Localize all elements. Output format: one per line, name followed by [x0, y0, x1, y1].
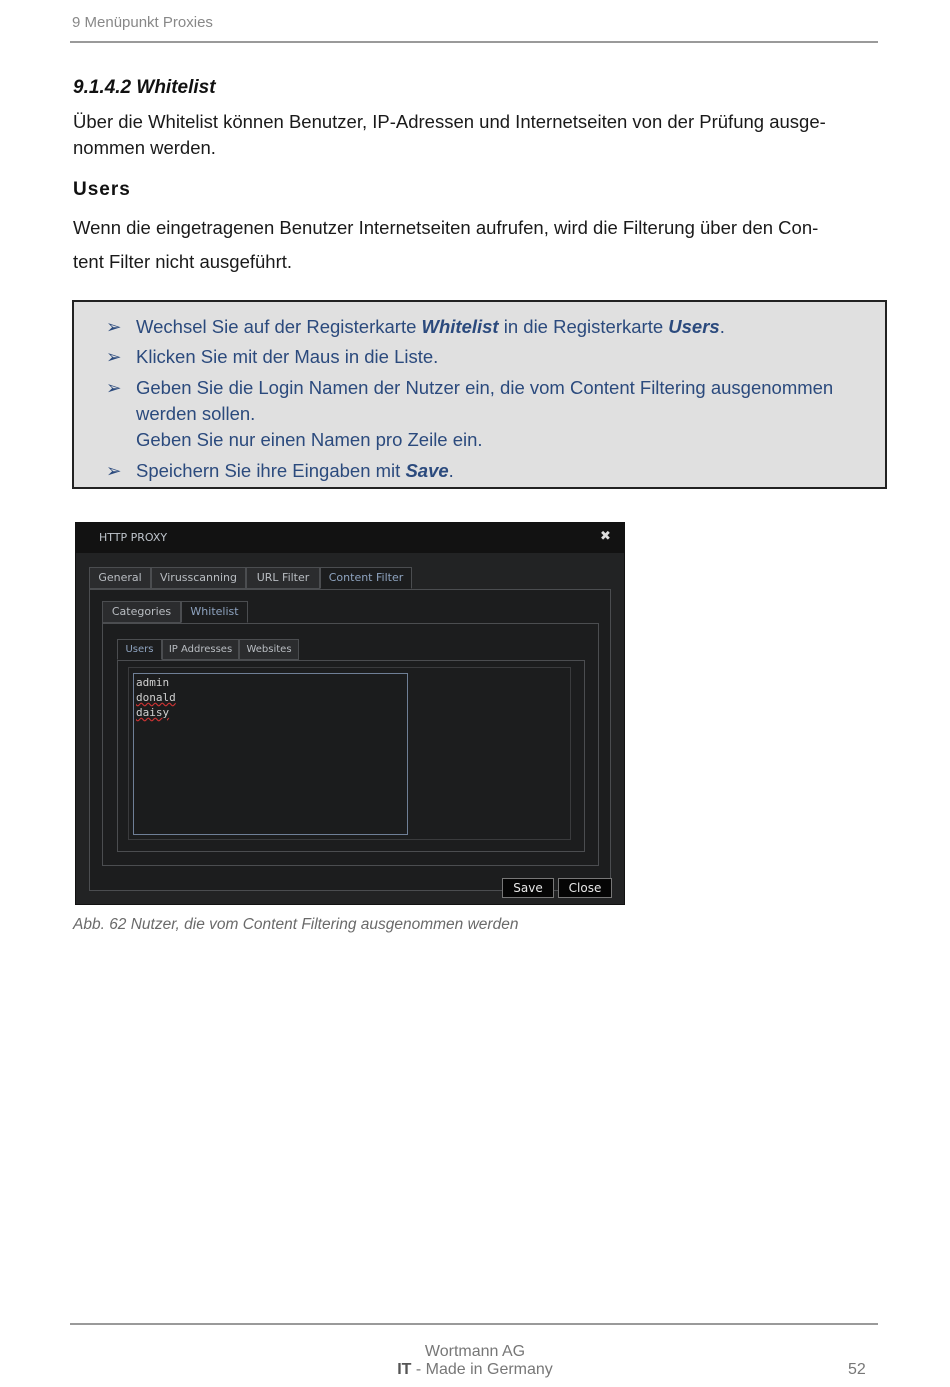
footer-tagline-rest: - Made in Germany	[411, 1361, 553, 1378]
step-4-save: Save	[405, 460, 449, 481]
header-divider	[70, 41, 878, 43]
user-entry: daisy	[136, 706, 170, 719]
users-line-1: Wenn die eingetragenen Benutzer Internetseiten aufrufen, wird die Filterung über den Con-	[73, 217, 819, 238]
step-4-period: .	[448, 460, 454, 481]
subheading-users: Users	[73, 179, 131, 200]
step-1-whitelist: Whitelist	[421, 316, 499, 337]
tab-general[interactable]: General	[89, 567, 151, 589]
users-paragraph	[73, 211, 873, 279]
instruction-box	[72, 300, 887, 489]
intro-paragraph	[73, 109, 873, 161]
user-entry: admin	[136, 676, 170, 689]
step-4-text: Speichern Sie ihre Eingaben mit	[136, 460, 406, 481]
tab-whitelist[interactable]: Whitelist	[181, 601, 248, 623]
arrow-bullet-icon: ➢	[106, 377, 122, 398]
tab-users[interactable]: Users	[117, 639, 162, 660]
running-header: 9 Menüpunkt Proxies	[72, 14, 213, 31]
step-1-users: Users	[668, 316, 720, 337]
users-textarea[interactable]	[133, 673, 408, 835]
step-3-line-2: werden sollen.	[136, 403, 256, 424]
close-icon[interactable]: ✖	[600, 529, 611, 544]
arrow-bullet-icon: ➢	[106, 346, 122, 367]
arrow-bullet-icon: ➢	[106, 460, 122, 481]
footer-tagline	[325, 1361, 625, 1379]
footer-company: Wortmann AG	[424, 1343, 526, 1360]
arrow-bullet-icon: ➢	[106, 316, 122, 337]
tab-ip-addresses[interactable]: IP Addresses	[162, 639, 239, 660]
step-1-text-2: in die Registerkarte	[498, 316, 669, 337]
step-2-text: Klicken Sie mit der Maus in die Liste.	[136, 346, 439, 367]
tab-virusscanning[interactable]: Virusscanning	[151, 567, 246, 589]
dialog-title: HTTP PROXY	[99, 531, 168, 544]
figure-caption: Abb. 62 Nutzer, die vom Content Filtering ausgenommen werden	[73, 916, 519, 933]
tab-content-filter[interactable]: Content Filter	[320, 567, 412, 589]
tab-url-filter[interactable]: URL Filter	[246, 567, 320, 589]
step-3-line-3: Geben Sie nur einen Namen pro Zeile ein.	[136, 429, 483, 450]
intro-line-1: Über die Whitelist können Benutzer, IP-Adressen und Internetseiten von der Prüfung ausge-	[73, 111, 826, 132]
section-title: 9.1.4.2 Whitelist	[73, 77, 216, 98]
tab-websites[interactable]: Websites	[239, 639, 299, 660]
tab-categories[interactable]: Categories	[102, 601, 181, 623]
step-1-period: .	[719, 316, 725, 337]
step-3-line-1: Geben Sie die Login Namen der Nutzer ein, die vom Content Filtering ausgenommen	[136, 377, 834, 398]
step-1-text: Wechsel Sie auf der Registerkarte	[136, 316, 422, 337]
page-number: 52	[848, 1361, 866, 1378]
intro-line-2: nommen werden.	[73, 137, 216, 158]
close-button[interactable]: Close	[558, 878, 612, 898]
footer-divider	[70, 1323, 878, 1325]
user-entry: donald	[136, 691, 176, 704]
http-proxy-screenshot	[75, 522, 625, 905]
save-button[interactable]: Save	[502, 878, 554, 898]
footer-tagline-bold: IT	[397, 1361, 412, 1378]
users-line-2: tent Filter nicht ausgeführt.	[73, 251, 293, 272]
